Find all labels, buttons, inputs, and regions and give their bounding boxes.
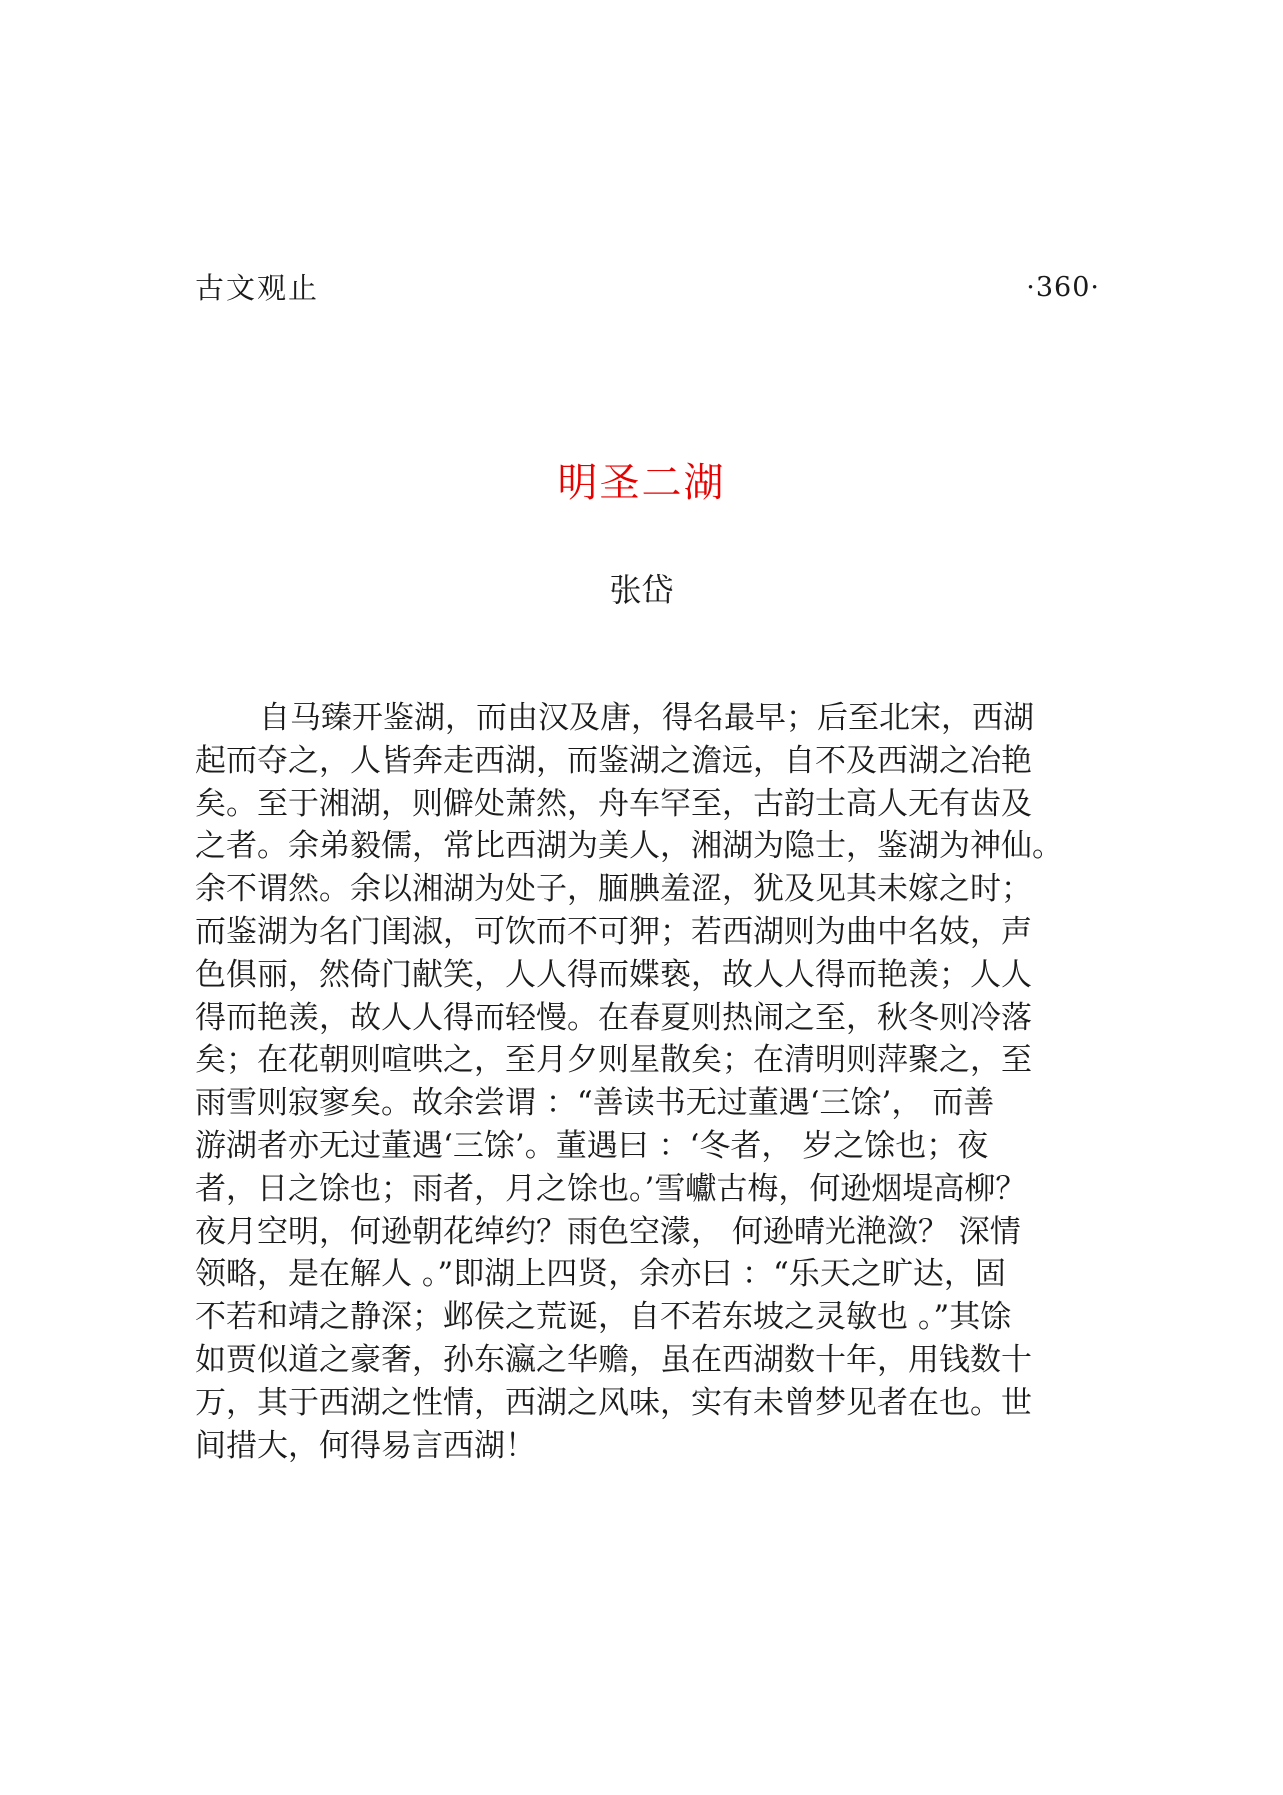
- essay-line: 起而夺之，人皆奔走西湖，而鉴湖之澹远，自不及西湖之冶艳: [195, 742, 1032, 779]
- essay-line: 色俱丽，然倚门献笑，人人得而媟亵，故人人得而艳羡；人人: [195, 956, 1032, 993]
- essay-line: 领略，是在解人 。”即湖上四贤，余亦曰 ：“乐天之旷达，固: [195, 1256, 1006, 1293]
- essay-line: 不若和靖之静深；邺侯之荒诞，自不若东坡之灵敏也 。”其馀: [195, 1299, 1012, 1336]
- essay-line: 游湖者亦无过董遇‘三馀’。董遇曰 ：‘冬者， 岁之馀也；夜: [195, 1127, 989, 1164]
- essay-title: 明圣二湖: [557, 460, 726, 506]
- essay-line: 矣；在花朝则喧哄之，至月夕则星散矣；在清明则萍聚之，至: [195, 1042, 1032, 1079]
- essay-line: 万，其于西湖之性情，西湖之风味，实有未曾梦见者在也。世: [195, 1384, 1032, 1421]
- essay-line: 余不谓然。余以湘湖为处子，腼腆羞涩，犹及见其未嫁之时；: [195, 871, 1032, 908]
- essay-line: 间措大，何得易言西湖！: [195, 1427, 536, 1464]
- page-header: [195, 268, 1100, 308]
- page-number: ·360·: [1026, 272, 1100, 303]
- essay-line: 夜月空明，何逊朝花绰约？雨色空濛， 何逊晴光滟潋？ 深情: [195, 1213, 1021, 1250]
- book-title: 古文观止: [195, 271, 320, 305]
- essay-line: 之者。余弟毅儒，常比西湖为美人，湘湖为隐士，鉴湖为神仙。: [195, 828, 1063, 865]
- essay-line: 雨雪则寂寥矣。故余尝谓 ：“善读书无过董遇‘三馀’， 而善: [195, 1085, 995, 1122]
- essay-line: 得而艳羡，故人人得而轻慢。在春夏则热闹之至，秋冬则冷落: [195, 999, 1032, 1036]
- essay-line: 矣。至于湘湖，则僻处萧然，舟车罕至，古韵士高人无有齿及: [195, 785, 1032, 822]
- essay-line: 如贾似道之豪奢，孙东瀛之华赡，虽在西湖数十年，用钱数十: [195, 1341, 1032, 1378]
- essay-body: [195, 697, 1100, 1467]
- essay-line: 者，日之馀也；雨者，月之馀也。’雪巘古梅，何逊烟堤高柳？: [195, 1170, 1027, 1207]
- essay-author: 张岱: [609, 571, 674, 609]
- essay-line: 自马臻开鉴湖，而由汉及唐，得名最早；后至北宋，西湖: [259, 700, 1034, 736]
- essay-line: 而鉴湖为名门闺淑，可饮而不可狎；若西湖则为曲中名妓，声: [195, 913, 1032, 950]
